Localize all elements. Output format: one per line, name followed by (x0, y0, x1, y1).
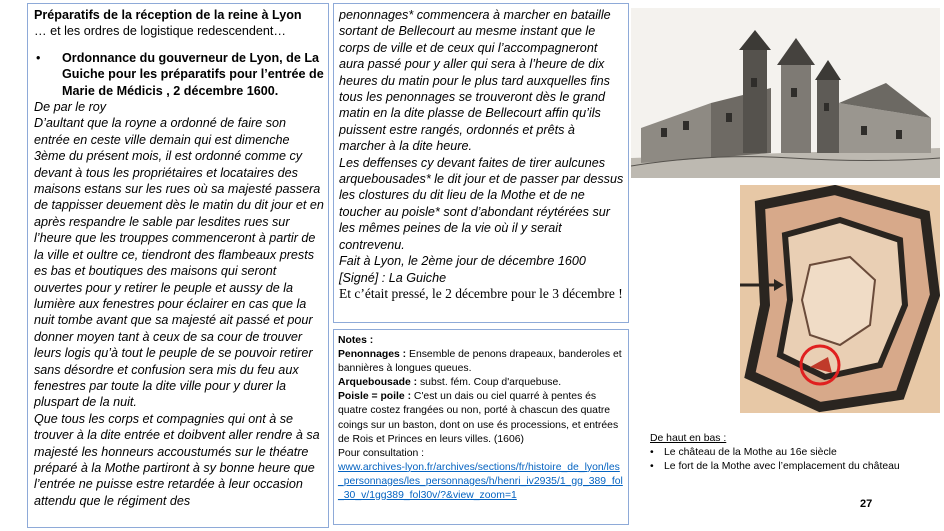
page-number: 27 (860, 498, 873, 510)
consultation-label: Pour consultation : (338, 447, 425, 459)
ordinance-text-box (27, 3, 329, 528)
fort-plan-image (740, 185, 940, 413)
ordinance-continued-body: penonnages* commencera à marcher en bataille sortant de Bellecourt au mesme instant que le corps de ville et de ceux qui l’accompagneront aura passé pour y aller qui sera à l’heure de dix heures du matin pour le plus tard auxquelles fins tous les penonnages se trouveront dès le grand matin en la dite plasse de Bellecourt affin qu’ils puissent estre rangés, ordonnés et prêts à marcher à la dite heure. Les deffenses cy devant faites de tirer aulcunes arquebousades* le dit jour et de passer par dessus les clostures du dit lieu de la Mothe et de ne toucher au poisle* sont d’abondant réytérées sur les mêmes peines de la vie où il y serait contrevenu. Fait à Lyon, le 2ème jour de décembre 1600 [Signé] : La Guiche (339, 8, 624, 285)
archives-link[interactable]: www.archives-lyon.fr/archives/sections/fr/histoire_de_lyon/les_personnages/les_personnages/h/henri_iv2935/1_gg_389_fol_30_v/1gg389_fol30v/?&view_zoom=1 (338, 461, 623, 502)
ordinance-bullet (34, 50, 324, 99)
note-item: Penonnages : Ensemble de penons drapeaux, banderoles et bannières à longues queues. (338, 349, 622, 375)
closing-remark: Et c’était pressé, le 2 décembre pour le 3 décembre ! (339, 285, 623, 301)
image-caption (650, 432, 940, 474)
note-item: Arquebousade : subst. fém. Coup d'arquebuse. (338, 377, 562, 389)
bullet-icon: • (36, 50, 41, 65)
slide-title: Préparatifs de la réception de la reine à Lyon (34, 8, 302, 22)
caption-heading: De haut en bas : (650, 433, 727, 444)
caption-item: • Le fort de la Mothe avec l’emplacement du château (650, 461, 900, 472)
notes-heading: Notes : (338, 335, 374, 346)
caption-item: • Le château de la Mothe au 16e siècle (650, 447, 837, 458)
note-item: Poisle = poile : C'est un dais ou ciel quarré à pentes és quatre costez frangées ou non, porté à chascun des quatre coings sur un baston, dont on use és processions, et entrées de Rois et Princes en leurs villes. (1606) (338, 391, 619, 445)
ordinance-heading: Ordonnance du gouverneur de Lyon, de La Guiche pour les préparatifs pour l’entrée de Marie de Médicis , 2 décembre 1600. (62, 50, 324, 98)
slide-subtitle: … et les ordres de logistique redescendent… (34, 24, 287, 39)
notes-box (333, 329, 629, 525)
ordinance-body: De par le roy D’aultant que la royne a ordonné de faire son entrée en ceste ville demain qui est dimenche 3ème du présent mois, il est ordonné comme cy devant à tous les propriétaires et locataires des maisons estans sur les rues où sa majesté passera de tappisser deuement dès le matin du dit jour et en après respandre le sable par lesdites rues sur l’heure que les trouppes commenceront à partir de la ville et oultre ce, tiendront des flambeaux prests es bas et boutiques des maisons qui seront ouvertes pour y retirer le peuple et aussy de la lumière aux fenestres pour éclairer en cas que la nuit tombe avant que sa majesté ait passé et pour donner moyen tant à ceux de sa cour de trouver leurs logis qu’à tout le peuple de se pouvoir retirer sans désordre et confusion sera mis du feu aux fenestres par toute la dite ville pour y durer la pluspart de la nuit. Que tous les corps et compagnies qui ont à se trouver à la dite entrée et doibvent aller rendre à sa majesté les honneurs accoustumés sur le théatre préparé à la Mothe partiront à sy bonne heure que l’entrée ne puisse estre retardée à leur occasion attendu que le régiment des (34, 100, 324, 508)
chateau-engraving-image (631, 8, 940, 178)
ordinance-continued-box (333, 3, 629, 323)
